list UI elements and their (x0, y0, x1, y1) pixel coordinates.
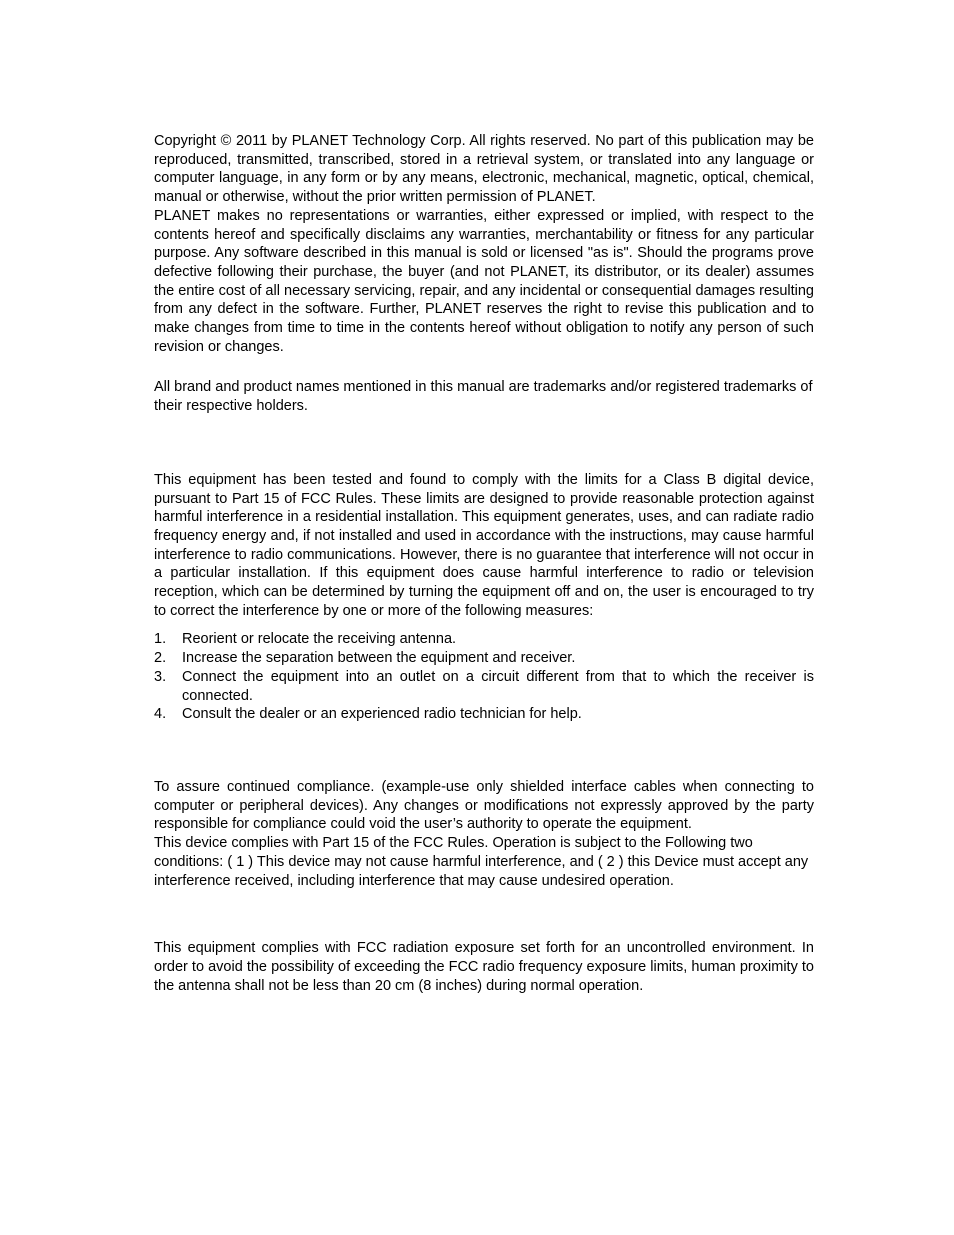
measures-list (154, 630, 814, 724)
radiation-exposure-section (154, 939, 814, 995)
list-item-text: Consult the dealer or an experienced radio technician for help. (182, 706, 582, 723)
part15-paragraph: This device complies with Part 15 of the FCC Rules. Operation is subject to the Following two conditions: ( 1 ) This device may not cause harmful interference, and ( 2 ) this Device must accept any interference received, including interference that may cause undesired operation. (154, 835, 809, 889)
page-content (154, 132, 814, 995)
list-item (154, 705, 814, 724)
spacer (154, 356, 814, 378)
spacer (154, 890, 814, 939)
copyright-paragraph: Copyright © 2011 by PLANET Technology Corp. All rights reserved. No part of this publication may be reproduced, transmitted, transcribed, stored in a retrieval system, or translated into any language or computer language, in any form or by any means, electronic, mechanical, magnetic, optical, chemical, manual or otherwise, without the prior written permission of PLANET. (154, 133, 814, 206)
copyright-section (154, 132, 814, 356)
trademarks-paragraph: All brand and product names mentioned in this manual are trademarks and/or registered trademarks of their respective holders. (154, 379, 813, 415)
radiation-exposure-paragraph: This equipment complies with FCC radiation exposure set forth for an uncontrolled environment. In order to avoid the possibility of exceeding the FCC radio frequency exposure limits, human proximity to the antenna shall not be less than 20 cm (8 inches) during normal operation. (154, 940, 814, 994)
fcc-caution-section (154, 778, 814, 890)
list-item-number: 1. (154, 631, 167, 648)
list-item (154, 668, 814, 705)
compliance-paragraph: To assure continued compliance. (example-use only shielded interface cables when connecting to computer or peripheral devices). Any changes or modifications not expressly approved by the party responsible for compliance could void the user’s authority to operate the equipment. (154, 778, 814, 833)
list-item-text: Increase the separation between the equipment and receiver. (182, 650, 576, 667)
trademarks-section (154, 378, 814, 415)
fcc-warning-paragraph: This equipment has been tested and found to comply with the limits for a Class B digital device, pursuant to Part 15 of FCC Rules. These limits are designed to provide reasonable protection against harmful interference in a residential installation. This equipment generates, uses, and can radiate radio frequency energy and, if not installed and used in accordance with the instructions, may cause harmful interference to radio communications. However, there is no guarantee that interference will not occur in a particular installation. If this equipment does cause harmful interference to radio or television reception, which can be determined by turning the equipment off and on, the user is encouraged to try to correct the interference by one or more of the following measures: (154, 471, 814, 619)
spacer (154, 724, 814, 778)
spacer (154, 416, 814, 471)
list-item-number: 2. (154, 650, 167, 667)
disclaimer-paragraph: PLANET makes no representations or warranties, either expressed or implied, with respect to the contents hereof and specifically disclaims any warranties, merchantability or fitness for any particular purpose. Any software described in this manual is sold or licensed "as is". Should the programs prove defective following their purchase, the buyer (and not PLANET, its distributor, or its dealer) assumes the entire cost of all necessary servicing, repair, and any incidental or consequential damages resulting from any defect in the software. Further, PLANET reserves the right to revise this publication and to make changes from time to time in the contents hereof without obligation to notify any person of such revision or changes. (154, 207, 814, 355)
list-item (154, 649, 814, 668)
list-item-text: Reorient or relocate the receiving antenna. (182, 631, 457, 648)
list-item (154, 630, 814, 649)
list-item-number: 4. (154, 706, 167, 723)
list-item-text: Connect the equipment into an outlet on a circuit different from that to which the receiver is connected. (182, 668, 814, 704)
list-item-number: 3. (154, 668, 167, 685)
fcc-warning-section (154, 471, 814, 724)
